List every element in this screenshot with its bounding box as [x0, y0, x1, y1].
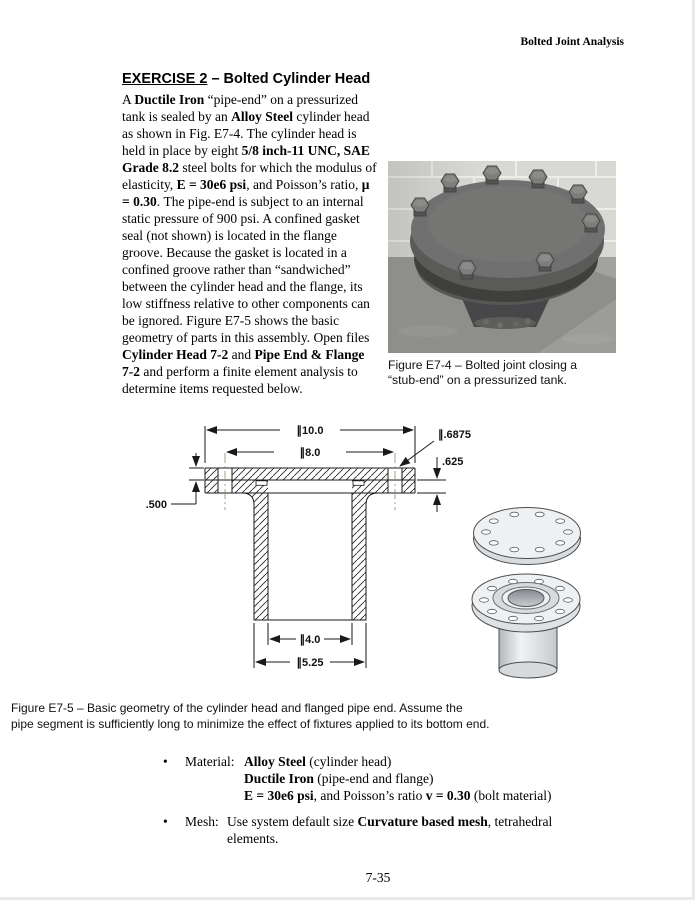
- intro-bold-alloy-steel: Alloy Steel: [231, 109, 293, 124]
- cross-section: [205, 453, 415, 620]
- material-text: , and Poisson’s ratio: [313, 788, 426, 803]
- figure-e75-caption: [11, 701, 571, 732]
- intro-text: . The pipe-end is subject to an internal static pressure of 900 psi. A confined gasket seal (not shown) is located in the flange groove. Because the gasket is located in a confined groove rather than “sandwiched” between the cylinder head and the flange, its low stiffness relative to other components can be ignored. Figure E7-5 shows the basic geometry of parts in this assembly. Open files: [122, 194, 370, 345]
- bullet-icon: •: [163, 814, 168, 829]
- dim-thickness-625: .625: [442, 456, 464, 468]
- figure-e75-caption-line1: Figure E7-5 – Basic geometry of the cylinder head and flanged pipe end. Assume the: [11, 701, 463, 715]
- running-header: Bolted Joint Analysis: [520, 36, 624, 48]
- dim-diameter-10: ∥10.0: [296, 425, 324, 437]
- mesh-label: Mesh:: [185, 814, 219, 829]
- figure-e74-caption-line1: Figure E7-4 – Bolted joint closing a: [388, 358, 578, 372]
- intro-bold-file-pipe-end: Pipe End & Flange 7-2: [122, 347, 365, 379]
- intro-text: and: [228, 347, 255, 362]
- bolted-joint-photo: [388, 161, 616, 353]
- exercise-title-rest: – Bolted Cylinder Head: [207, 71, 371, 87]
- page-number: 7-35: [365, 870, 391, 885]
- figure-e75: [0, 413, 695, 732]
- dim-diameter-8: ∥8.0: [299, 447, 321, 459]
- requirements-list: [122, 753, 602, 847]
- dimensions: [171, 426, 446, 668]
- mesh-text: Use system default size: [227, 814, 358, 829]
- mesh-text: , tetrahedral: [487, 814, 553, 829]
- material-label: Material:: [185, 754, 235, 769]
- material-ductile-iron: Ductile Iron: [244, 771, 314, 786]
- material-poisson: v = 0.30: [425, 788, 471, 803]
- figure-e74-caption-line2: “stub-end” on a pressurized tank.: [388, 373, 567, 387]
- geometry-drawing: [0, 413, 695, 693]
- mesh-bullet: [122, 813, 602, 847]
- intro-text: steel bolts for which the modulus of elasticity,: [122, 160, 377, 192]
- material-modulus: E = 30e6 psi: [244, 788, 314, 803]
- figure-e74-caption: [388, 358, 616, 388]
- dim-thickness-500: .500: [145, 499, 167, 511]
- intro-paragraph: [122, 91, 605, 397]
- material-text: (bolt material): [470, 788, 552, 803]
- material-text: (cylinder head): [305, 754, 392, 769]
- intro-text: , and Poisson’s ratio,: [246, 177, 362, 192]
- intro-text: and perform a finite element analysis to determine items requested below.: [122, 364, 358, 396]
- material-content: [244, 753, 552, 804]
- material-bullet: [122, 753, 602, 804]
- intro-bold-ductile-iron: Ductile Iron: [134, 92, 205, 107]
- intro-text: cylinder head as shown in Fig. E7-4. The cylinder head is held in place by eight: [122, 109, 370, 158]
- cylinder-head-3d: [474, 508, 581, 565]
- material-text: (pipe-end and flange): [313, 771, 434, 786]
- figure-e75-caption-line2: pipe segment is sufficiently long to minimize the effect of fixtures applied to its bottom end.: [11, 716, 490, 731]
- intro-bold-modulus: E = 30e6 psi: [176, 177, 247, 192]
- bullet-icon: •: [163, 754, 168, 769]
- intro-bold-file-cylinder-head: Cylinder Head 7-2: [122, 347, 229, 362]
- mesh-text-line2: elements.: [227, 831, 279, 846]
- exercise-title: [122, 71, 602, 87]
- mesh-content: [227, 813, 552, 847]
- material-alloy-steel: Alloy Steel: [244, 754, 306, 769]
- mesh-curvature-based: Curvature based mesh: [357, 814, 488, 829]
- dimension-labels: [146, 425, 471, 669]
- intro-bold-bolt-spec: 5/8 inch-11 UNC, SAE Grade 8.2: [122, 143, 370, 175]
- dim-bolt-hole: ∥.6875: [438, 429, 472, 441]
- page-content: [0, 71, 692, 886]
- intro-text: “pipe-end” on a pressurized tank is sealed by an: [122, 92, 358, 124]
- intro-bold-poisson: μ = 0.30: [122, 177, 370, 209]
- dim-diameter-4: ∥4.0: [299, 634, 321, 646]
- pipe-end-flange-3d: [472, 574, 580, 678]
- dim-diameter-525: ∥5.25: [296, 657, 324, 669]
- figure-e74: [388, 142, 616, 388]
- intro-text: A: [122, 92, 135, 107]
- exercise-title-number: EXERCISE 2: [122, 71, 208, 87]
